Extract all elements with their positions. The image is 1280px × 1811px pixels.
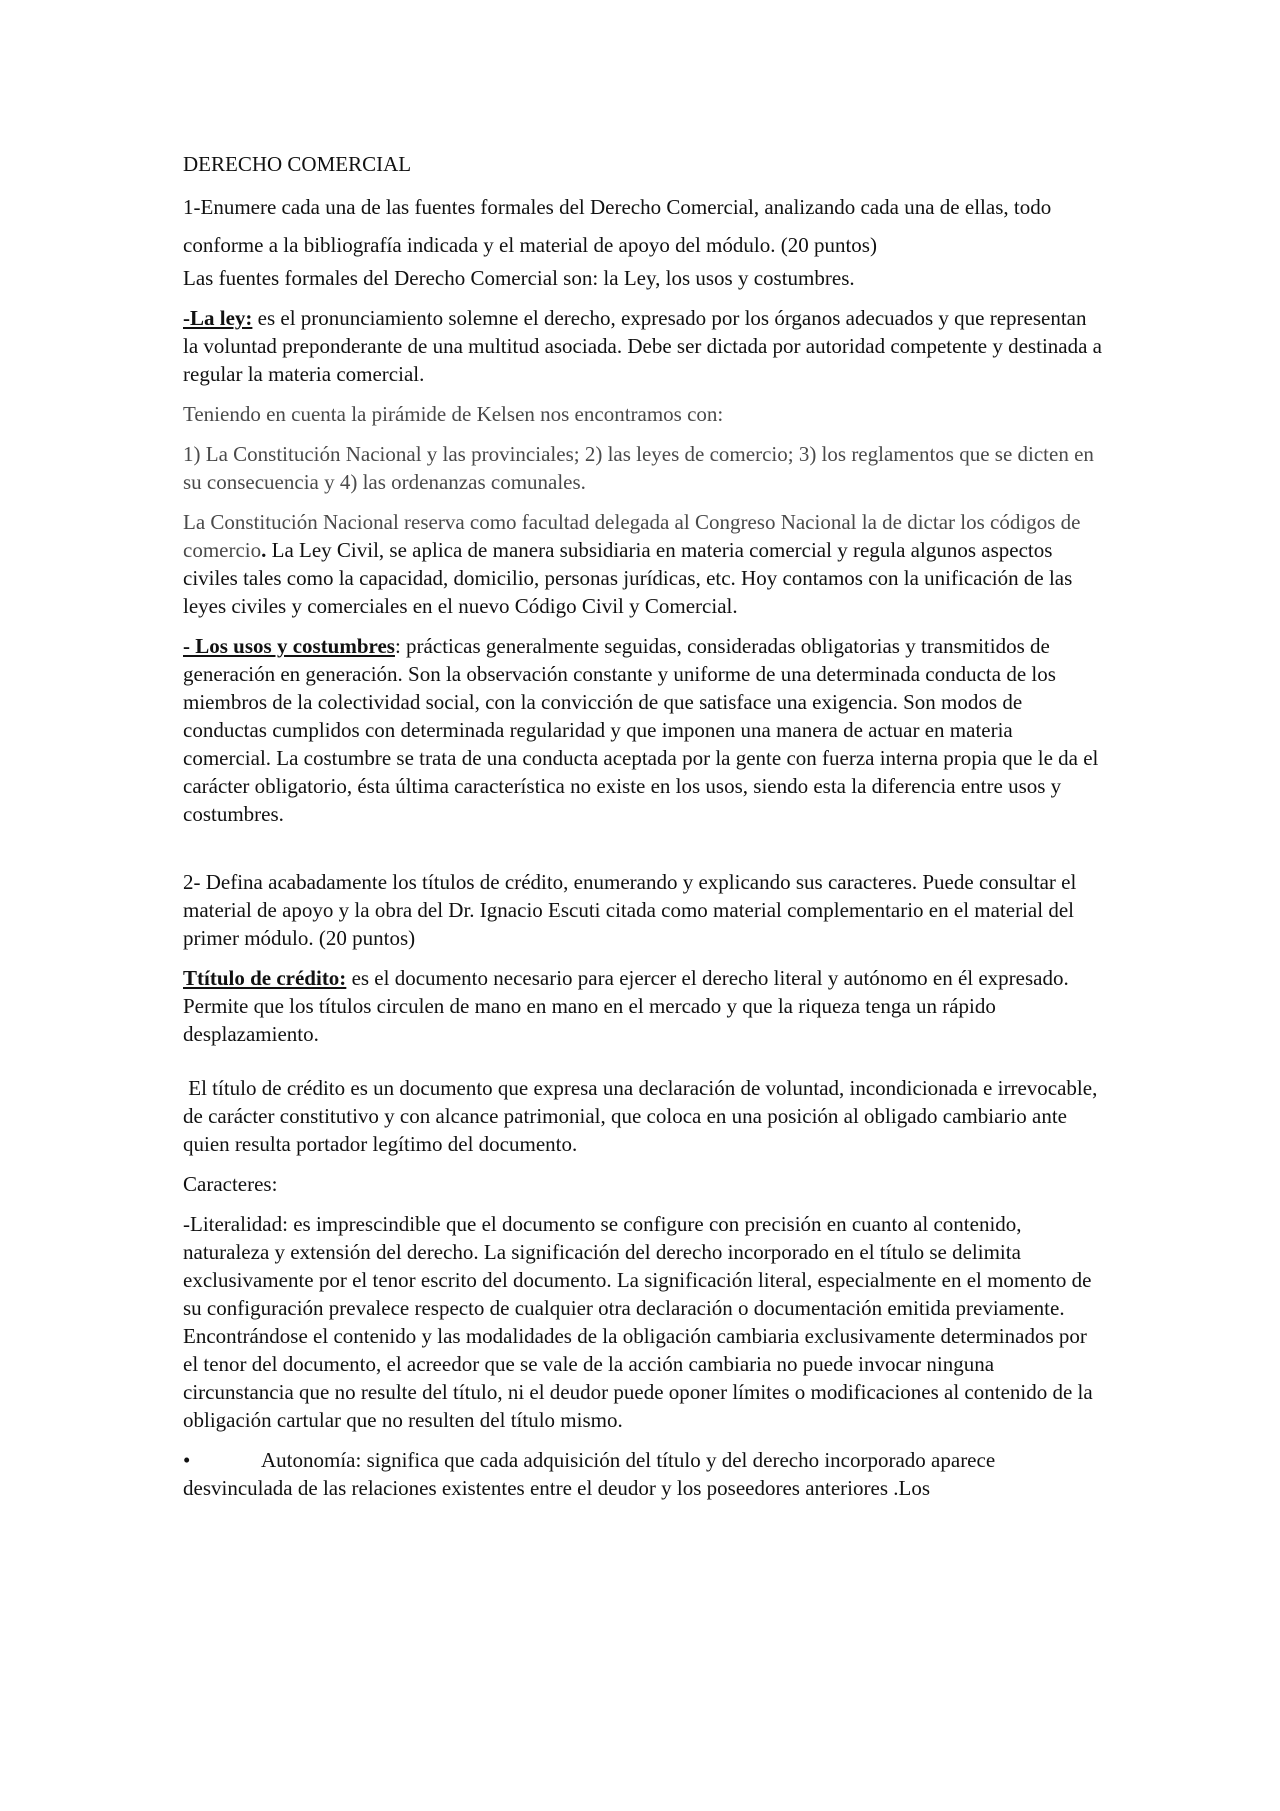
bullet-icon: • xyxy=(183,1448,191,1472)
document-title: DERECHO COMERCIAL xyxy=(183,152,412,176)
autonomia-bullet-row xyxy=(183,1446,1103,1474)
usos-paragraph xyxy=(183,632,1103,828)
titulo-term: Ttítulo de crédito: xyxy=(183,966,347,990)
constitucion-rest: La Ley Civil, se aplica de manera subsidiaria en materia comercial y regula algunos aspectos civiles tales como la capacidad, domicilio, personas jurídicas, etc. Hoy contamos con la unificación de las leyes civiles y comerciales en el nuevo Código Civil y Comercial. xyxy=(183,538,1073,618)
kelsen-list: 1) La Constitución Nacional y las provinciales; 2) las leyes de comercio; 3) los reglamentos que se dicten en su consecuencia y 4) las ordenanzas comunales. xyxy=(183,442,1094,494)
titulo-text: es el documento necesario para ejercer el derecho literal y autónomo en él expresado. Permite que los títulos circulen de mano en mano en el mercado y que la riqueza tenga un rápido desplazamiento. xyxy=(183,966,1069,1046)
caracteres-label: Caracteres: xyxy=(183,1172,278,1196)
constitucion-bold-dot: . xyxy=(261,538,267,562)
ley-text: es el pronunciamiento solemne el derecho, expresado por los órganos adecuados y que representan la voluntad preponderante de una multitud asociada. Debe ser dictada por autoridad competente y destinada a regular la materia comercial. xyxy=(183,306,1102,386)
titulo-paragraph xyxy=(183,964,1103,1048)
autonomia-first-line: Autonomía: significa que cada adquisición del título y del derecho incorporado aparece xyxy=(261,1448,996,1472)
usos-text: : prácticas generalmente seguidas, consideradas obligatorias y transmitidos de generación en generación. Son la observación constante y uniforme de una determinada conducta de los miembros de la colectividad social, con la convicción de que satisface una exigencia. Son modos de conductas cumplidos con determinada regularidad y que imponen una manera de actuar en materia comercial. La costumbre se trata de una conducta aceptada por la gente con fuerza interna propia que le da el carácter obligatorio, ésta última característica no existe en los usos, siendo esta la diferencia entre usos y costumbres. xyxy=(183,634,1099,826)
autonomia-continuation: desvinculada de las relaciones existentes entre el deudor y los poseedores anteriores .Los xyxy=(183,1476,930,1500)
usos-term: - Los usos y costumbres xyxy=(183,634,395,658)
titulo-definition: El título de crédito es un documento que expresa una declaración de voluntad, incondicionada e irrevocable, de carácter constitutivo y con alcance patrimonial, que coloca en una posición al obligado cambiario ante quien resulta portador legítimo del documento. xyxy=(183,1076,1103,1156)
question-1-answer: Las fuentes formales del Derecho Comercial son: la Ley, los usos y costumbres. xyxy=(183,266,855,290)
ley-paragraph xyxy=(183,304,1103,388)
constitucion-paragraph xyxy=(183,508,1103,620)
question-2: 2- Defina acabadamente los títulos de crédito, enumerando y explicando sus caracteres. Puede consultar el material de apoyo y la obra del Dr. Ignacio Escuti citada como material complementario en el material del primer módulo. (20 puntos) xyxy=(183,870,1077,950)
document-page xyxy=(183,150,1103,1502)
question-1: 1-Enumere cada una de las fuentes formales del Derecho Comercial, analizando cada una de ellas, todo conforme a la bibliografía indicada y el material de apoyo del módulo. (20 puntos) xyxy=(183,195,1052,257)
constitucion-gray-text: La Constitución Nacional reserva como facultad delegada al Congreso Nacional la de dictar los códigos de comercio xyxy=(183,510,1081,562)
literalidad-paragraph: -Literalidad: es imprescindible que el documento se configure con precisión en cuanto al contenido, naturaleza y extensión del derecho. La significación del derecho incorporado en el título se delimita exclusivamente por el tenor escrito del documento. La significación literal, especialmente en el momento de su configuración prevalece respecto de cualquier otra declaración o documentación emitida previamente. Encontrándose el contenido y las modalidades de la obligación cambiaria exclusivamente determinados por el tenor del documento, el acreedor que se vale de la acción cambiaria no puede invocar ninguna circunstancia que no resulte del título, ni el deudor puede oponer límites o modificaciones al contenido de la obligación cartular que no resulten del título mismo. xyxy=(183,1212,1093,1432)
ley-term: -La ley: xyxy=(183,306,253,330)
kelsen-intro: Teniendo en cuenta la pirámide de Kelsen nos encontramos con: xyxy=(183,402,724,426)
